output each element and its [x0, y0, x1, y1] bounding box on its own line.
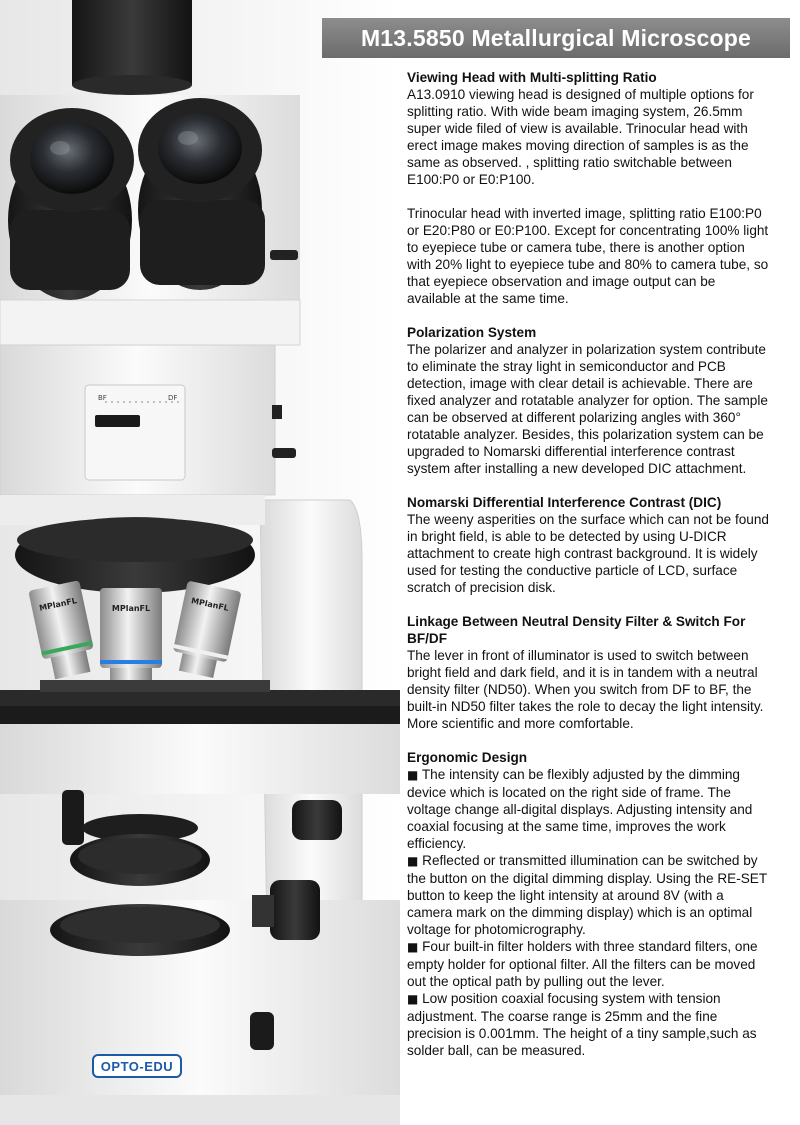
square-bullet-icon: ■	[407, 992, 419, 1006]
bullet-item: ■ Low position coaxial focusing system with tension adjustment. The coarse range is 25mm and the fine precision is 0.001mm. The height of a tiny sample,such as solder ball, can be measured.	[407, 991, 757, 1058]
objective-50x-label: MPlanFL	[111, 604, 151, 613]
section-paragraph: Trinocular head with inverted image, splitting ratio E100:P0 or E20:P80 or E0:P100. Except for concentrating 100% light to eyepiece tube or camera tube, there is another option with 20% light to eyepiece tube and 80% to camera tube, so that eyepiece observation and image output can be available at the same time.	[407, 206, 769, 306]
section-paragraph: A13.0910 viewing head is designed of multiple options for splitting ratio. With wide beam imaging system, 26.5mm super wide filed of view is available. Trinocular head with erect image makes moving direction of samples is as the same as observed. , splitting ratio switchable between E100:P0 or E0:P100.	[407, 87, 754, 187]
section-paragraph: The weeny asperities on the surface which can not be found in bright field, is able to be detected by using U-DICR attachment to create high contrast background. It is widely used for testing the conductive particle of LCD, surface scratch of precision disk.	[407, 512, 769, 595]
square-bullet-icon: ■	[407, 854, 419, 868]
section-heading: Viewing Head with Multi-splitting Ratio	[407, 70, 657, 85]
bf-label: BF	[98, 394, 107, 402]
bullet-item: ■ Four built-in filter holders with three standard filters, one empty holder for optional filter. All the filters can be moved out the optical path by pulling out the lever.	[407, 939, 758, 989]
section-paragraph: The polarizer and analyzer in polarization system contribute to eliminate the stray light in semiconductor and PCB detection, image with clear detail is achievable. There are fixed analyzer and rotatable analyzer for option. The sample can be observed at different polarizing angles with 360° rotatable analyzer. Besides, this polarization system can be upgraded to Nomarski differential interference contrast system after installing a new developed DIC attachment.	[407, 342, 768, 476]
section-ergonomic-design	[407, 749, 772, 1059]
objective-100x-label: MPlanFL	[190, 596, 230, 613]
bullet-item: ■ Reflected or transmitted illumination can be switched by the button on the digital dimming display. Using the RE-SET button to keep the light intensity at around 8V (with a camera mark on the dimming display) which is an optimal voltage for photomicrography.	[407, 853, 767, 937]
section-heading: Nomarski Differential Interference Contrast (DIC)	[407, 495, 722, 510]
section-heading: Ergonomic Design	[407, 750, 528, 765]
objective-10x-label: MPlanFL	[38, 596, 78, 613]
bullet-item: ■ The intensity can be flexibly adjusted by the dimming device which is located on the right side of frame. The voltage change all-digital displays. Adjusting intensity and coaxial focusing at the same time, improves the work efficiency.	[407, 767, 753, 851]
square-bullet-icon: ■	[407, 940, 419, 954]
section-paragraph: The lever in front of illuminator is used to switch between bright field and dark field, and it is in tandem with a neutral density filter (ND50). When you switch from DF to BF, the built-in ND50 filter takes the role to decay the light intensity. More scientific and more comfortable.	[407, 648, 764, 731]
section-polarization	[407, 324, 772, 477]
square-bullet-icon: ■	[407, 768, 419, 782]
section-heading: Polarization System	[407, 325, 537, 340]
section-nd-filter-linkage	[407, 613, 772, 732]
page-title: M13.5850 Metallurgical Microscope	[360, 24, 752, 51]
title-banner	[322, 18, 790, 58]
df-label: DF	[168, 394, 178, 402]
section-heading: Linkage Between Neutral Density Filter & Switch For BF/DF	[407, 614, 746, 646]
section-viewing-head	[407, 69, 772, 307]
opto-edu-logo: OPTO-EDU	[92, 1054, 182, 1078]
feature-description	[407, 69, 772, 1076]
section-dic	[407, 494, 772, 596]
